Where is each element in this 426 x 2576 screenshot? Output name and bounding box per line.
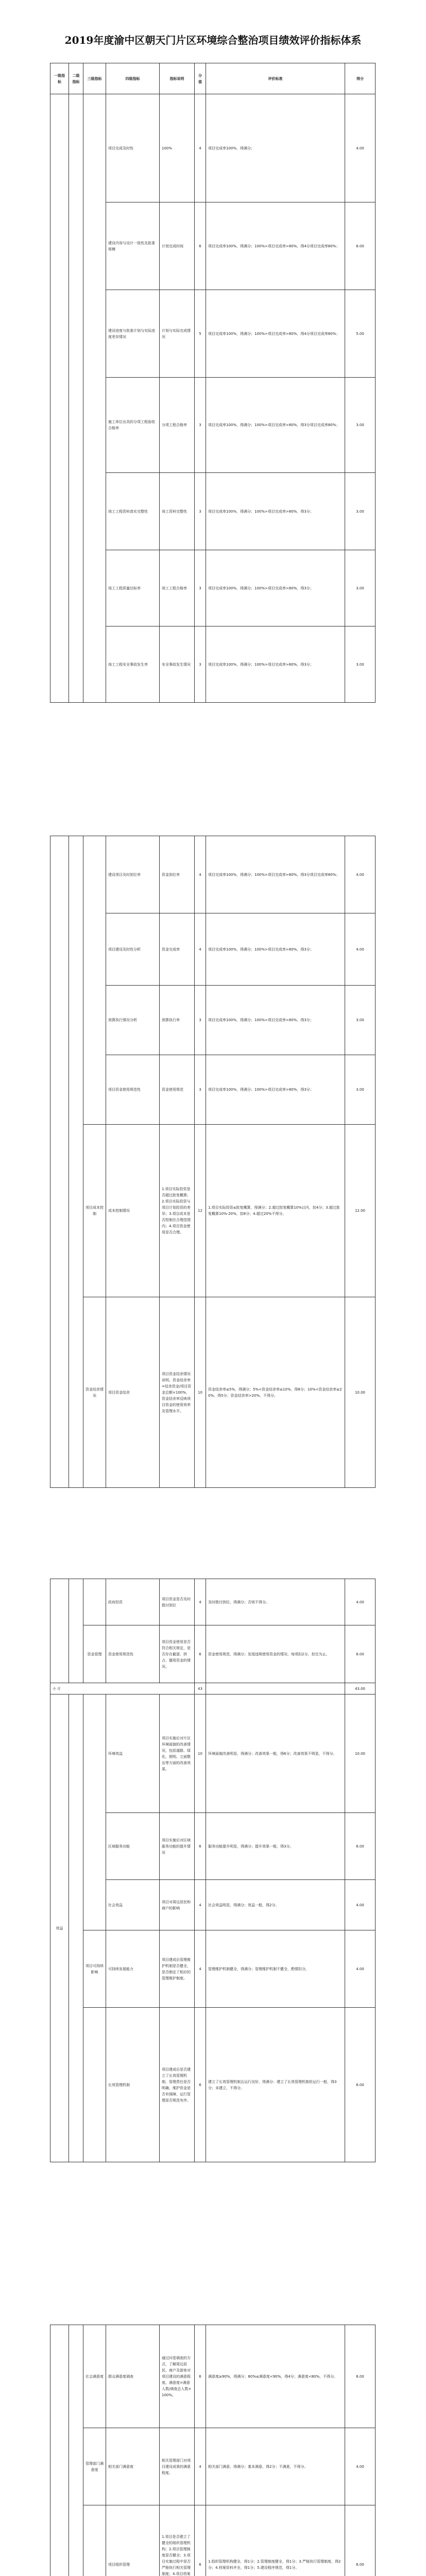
indicator-standard: 项目完成率100%，得满分；100%>项目完成率>80%，得3分项目完成率80%； <box>206 836 345 913</box>
indicator-score: 6 <box>195 2325 206 2428</box>
indicator-description: 相关管理部门对项目建设成果的满意程度。 <box>160 2428 195 2505</box>
indicator-name: 相关部门满意度 <box>106 2428 160 2505</box>
indicator-table-page-4 <box>50 2325 376 2576</box>
indicator-score: 3 <box>195 378 206 473</box>
indicator-standard: 相关部门满意，得满分；基本满意，得2分；不满意，不得分。 <box>206 2428 345 2505</box>
indicator-points: 4.00 <box>345 836 376 913</box>
table-row <box>50 1579 376 1625</box>
indicator-score: 6 <box>195 1813 206 1880</box>
indicator-description: 100% <box>160 94 195 202</box>
indicator-score: 6 <box>195 202 206 290</box>
indicator-name: 资金使用规范性 <box>106 1625 160 1683</box>
indicator-name: 项目资金使用规范性 <box>106 1055 160 1125</box>
level-2-cell <box>69 1579 83 1683</box>
level-3-cell: 资金管理 <box>83 1625 106 1683</box>
indicator-description: 安全事故发生情况 <box>160 626 195 703</box>
level-3-cell <box>83 2505 106 2576</box>
indicator-name: 竣工工程质量达标率 <box>106 550 160 626</box>
level-3-cell <box>83 2008 106 2162</box>
indicator-name: 环境效益 <box>106 1694 160 1813</box>
indicator-name: 区域服务功能 <box>106 1813 160 1880</box>
indicator-standard: 资金使用规范，得满分；发现违规使用资金的情况，每项扣2分，扣完为止。 <box>206 1625 345 1683</box>
indicator-description: 通过问卷调查的方式，了解周边居民、商户及游客对项目建设的满意程度。满意度=满意人数/调查总人数×100%。 <box>160 2325 195 2428</box>
indicator-name: 项目资金结余 <box>106 1297 160 1488</box>
indicator-standard: 环境面貌改善明显，得满分；改善效果一般，得6分；改善效果不明显，不得分。 <box>206 1694 345 1813</box>
header-score: 分值 <box>195 63 206 94</box>
indicator-standard: 项目完成率100%，得满分；100%>项目完成率>80%，得4分项目完成率80%； <box>206 290 345 378</box>
indicator-score: 5 <box>195 290 206 378</box>
indicator-points: 3.00 <box>345 626 376 703</box>
indicator-description: 资金到位率 <box>160 836 195 913</box>
level-2-cell <box>69 2325 83 2576</box>
indicator-points: 10.00 <box>345 1694 376 1813</box>
indicator-description: 项目资金是否及时拨付到位 <box>160 1579 195 1625</box>
indicator-description: 1.项目是否建立了健全的组织管理机构；2.项目管理制度是否健全；3.项目实施过程中是否严格执行相关管理制度；4.项目档案 <box>160 2505 195 2576</box>
indicator-points: 6.00 <box>345 1813 376 1880</box>
indicator-points: 5.00 <box>345 290 376 378</box>
indicator-score: 3 <box>195 1055 206 1125</box>
indicator-name: 施工单位出具的分项工程验收合格率 <box>106 378 160 473</box>
table-row <box>50 836 376 913</box>
table-row <box>50 2428 376 2505</box>
subtotal-points: 43.00 <box>345 1683 376 1694</box>
subtotal-standard <box>206 1683 345 1694</box>
indicator-standard: 项目完成率100%，得满分；100%>项目完成率>80%，得3分； <box>206 913 345 986</box>
indicator-points: 4.00 <box>345 1880 376 1930</box>
indicator-score: 3 <box>195 473 206 550</box>
table-row <box>50 2505 376 2576</box>
level-3-cell: 管理部门满意度 <box>83 2428 106 2505</box>
indicator-name: 竣工工程资料真实完整性 <box>106 473 160 550</box>
indicator-score: 4 <box>195 94 206 202</box>
table-row <box>50 1930 376 2008</box>
indicator-score: 6 <box>195 2008 206 2162</box>
indicator-standard: 项目完成率100%，得满分； <box>206 94 345 202</box>
indicator-points: 3.00 <box>345 378 376 473</box>
indicator-standard: 项目完成率100%，得满分；100%>项目完成率>80%，得3分项目完成率80%； <box>206 378 345 473</box>
indicator-score: 12 <box>195 1125 206 1297</box>
level-3-cell: 项目成本控制 <box>83 1125 106 1297</box>
table-row <box>50 2008 376 2162</box>
level-1-cell <box>50 1579 69 1683</box>
indicator-score: 6 <box>195 1625 206 1683</box>
indicator-score: 4 <box>195 2428 206 2505</box>
indicator-points: 6.00 <box>345 202 376 290</box>
table-row <box>50 1625 376 1683</box>
indicator-score: 4 <box>195 1930 206 2008</box>
indicator-score: 4 <box>195 913 206 986</box>
indicator-standard: 服务功能提升明显，得满分；提升效果一般，得3分。 <box>206 1813 345 1880</box>
indicator-points: 10.00 <box>345 1297 376 1488</box>
indicator-name: 成本控制情况 <box>106 1125 160 1297</box>
indicator-description: 计划完成时间 <box>160 202 195 290</box>
indicator-score: 10 <box>195 1297 206 1488</box>
level-3-cell <box>83 1694 106 1930</box>
indicator-name: 项目组织管理 <box>106 2505 160 2576</box>
indicator-name: 社会效益 <box>106 1880 160 1930</box>
indicator-description: 项目建成后是否建立了长效管理机制，管理责任是否明确，维护资金是否有保障，运行管理是否规范有序。 <box>160 2008 195 2162</box>
level-1-efficiency: 效益 <box>50 1694 69 2162</box>
indicator-name: 建设项目及时到位率 <box>106 836 160 913</box>
subtotal-score: 43 <box>195 1683 206 1694</box>
indicator-score: 4 <box>195 1880 206 1930</box>
indicator-points: 6.00 <box>345 2505 376 2576</box>
indicator-name: 预算执行情况分析 <box>106 986 160 1055</box>
level-3-cell <box>83 1579 106 1625</box>
level-2-cell <box>69 1694 83 2162</box>
indicator-table-page-1 <box>50 63 376 703</box>
indicator-score: 3 <box>195 626 206 703</box>
level-1-cell <box>50 2325 69 2576</box>
table-row <box>50 1683 376 1694</box>
indicator-score: 4 <box>195 1579 206 1625</box>
indicator-description: 预算执行率 <box>160 986 195 1055</box>
indicator-points: 3.00 <box>345 473 376 550</box>
indicator-description: 资金使用规范 <box>160 1055 195 1125</box>
indicator-standard: 项目完成率100%，得满分；100%>项目完成率>80%，得4分项目完成率80%； <box>206 202 345 290</box>
table-row <box>50 1694 376 1813</box>
indicator-name: 建设内容与设计一致性及批准规模 <box>106 202 160 290</box>
indicator-standard: 1.项目实际投资≤批复概算，得满分；2.超过批复概算10%以内，扣4分；3.超过批复概算10%-20%，扣8分；4.超过20%不得分。 <box>206 1125 345 1297</box>
indicator-description: 竣工资料完整性 <box>160 473 195 550</box>
indicator-standard: 1.组织管理机构健全，得1分；2.管理制度健全，得1分；3.严格执行管理制度，得2分；4.档案资料齐全，得1分；5.建设程序规范，得1分。 <box>206 2505 345 2576</box>
indicator-standard: 资金结余率≤5%，得满分；5%<资金结余率≤10%，得8分；10%<资金结余率≤20%，得5分；资金结余率>20%，不得分。 <box>206 1297 345 1488</box>
indicator-description: 项目对周边居民和商户的影响 <box>160 1880 195 1930</box>
indicator-points: 4.00 <box>345 913 376 986</box>
indicator-points: 4.00 <box>345 1579 376 1625</box>
level-2-cell <box>69 836 83 1488</box>
indicator-name: 建设进度与批准计划与实际进度差异情况 <box>106 290 160 378</box>
indicator-name: 政府投资 <box>106 1579 160 1625</box>
indicator-description: 计划与实际完成情况 <box>160 290 195 378</box>
indicator-name: 可持续发展能力 <box>106 1930 160 2008</box>
indicator-points: 6.00 <box>345 1625 376 1683</box>
indicator-table-page-2 <box>50 836 376 1488</box>
indicator-standard: 项目完成率100%，得满分；100%>项目完成率>80%，得3分； <box>206 1055 345 1125</box>
indicator-points: 4.00 <box>345 1930 376 2008</box>
table-row <box>50 1125 376 1297</box>
indicator-standard: 管理维护机制健全，得满分；管理维护机制不健全，酌情扣分。 <box>206 1930 345 2008</box>
header-points: 得分 <box>345 63 376 94</box>
indicator-name: 项目建设及时性分析 <box>106 913 160 986</box>
level-3-cell <box>83 94 106 703</box>
indicator-standard: 项目完成率100%，得满分；100%>项目完成率>80%，得3分； <box>206 473 345 550</box>
header-level-3: 三级指标 <box>83 63 106 94</box>
indicator-description: 项目建成后管理维护机制是否健全，是否制定了相应的管理维护制度。 <box>160 1930 195 2008</box>
indicator-score: 3 <box>195 550 206 626</box>
table-row <box>50 1297 376 1488</box>
indicator-points: 3.00 <box>345 550 376 626</box>
indicator-score: 4 <box>195 836 206 913</box>
indicator-name: 长效管理机制 <box>106 2008 160 2162</box>
indicator-description: 项目实施后对片区环境面貌的改善情况，包括道路、绿化、照明、立面整治等方面的改善效果。 <box>160 1694 195 1813</box>
header-description: 指标说明 <box>160 63 195 94</box>
level-3-cell <box>83 836 106 1125</box>
indicator-description: 项目资金结余情况说明。资金结余率=结余资金/项目资金总额×100%，资金结余率反映项目资金的使用效率及管理水平。 <box>160 1297 195 1488</box>
indicator-description: 项目实施后对区域服务功能的提升情况 <box>160 1813 195 1880</box>
indicator-standard: 建立了长效管理机制且运行良好，得满分；建立了长效管理机制但运行一般，得3分；未建立，不得分。 <box>206 2008 345 2162</box>
indicator-score: 6 <box>195 2505 206 2576</box>
indicator-points: 4.00 <box>345 94 376 202</box>
indicator-standard: 社会效益明显，得满分；效益一般，得2分。 <box>206 1880 345 1930</box>
indicator-points: 6.00 <box>345 2325 376 2428</box>
level-1-cell <box>50 836 69 1488</box>
level-3-cell: 社会满意度 <box>83 2325 106 2428</box>
level-1-cell <box>50 94 69 703</box>
indicator-name: 项目完成及时性 <box>106 94 160 202</box>
indicator-standard: 及时拨付到位，得满分；否则不得分。 <box>206 1579 345 1625</box>
header-level-2: 二级指标 <box>69 63 83 94</box>
indicator-points: 6.00 <box>345 2008 376 2162</box>
indicator-name: 群众满意度调查 <box>106 2325 160 2428</box>
table-row <box>50 94 376 202</box>
indicator-points: 3.00 <box>345 986 376 1055</box>
level-3-cell: 项目可持续影响 <box>83 1930 106 2008</box>
level-2-cell <box>69 94 83 703</box>
header-standard: 评价标准 <box>206 63 345 94</box>
indicator-description: 竣工工程合格率 <box>160 550 195 626</box>
indicator-standard: 满意度≥90%，得满分；80%≤满意度<90%，得4分；满意度<80%，不得分。 <box>206 2325 345 2428</box>
indicator-points: 3.00 <box>345 1055 376 1125</box>
indicator-score: 10 <box>195 1694 206 1813</box>
indicator-standard: 项目完成率100%，得满分；100%>项目完成率>80%，得3分； <box>206 986 345 1055</box>
indicator-description: 分项工程合格率 <box>160 378 195 473</box>
indicator-points: 12.00 <box>345 1125 376 1297</box>
indicator-table-page-3 <box>50 1579 376 2162</box>
page-title: 2019年度渝中区朝天门片区环境综合整治项目绩效评价指标体系 <box>64 34 362 46</box>
header-level-4: 四级指标 <box>106 63 160 94</box>
indicator-standard: 项目完成率100%，得满分；100%>项目完成率>80%，得3分； <box>206 550 345 626</box>
header-level-1: 一级指标 <box>50 63 69 94</box>
indicator-description: 项目资金使用是否符合相关规定，是否存在截留、挤占、挪用资金的情况。 <box>160 1625 195 1683</box>
subtotal-label: 小 计 <box>50 1683 195 1694</box>
table-row <box>50 2325 376 2428</box>
indicator-score: 3 <box>195 986 206 1055</box>
indicator-points: 4.00 <box>345 2428 376 2505</box>
level-3-cell: 资金结余情况 <box>83 1297 106 1488</box>
indicator-description: 1.项目实际投资是否超过批复概算；2.项目实际投资与项目计划投资的差异；3.项目成本是否控制在合理范围内；4.项目资金使用是否合理。 <box>160 1125 195 1297</box>
indicator-name: 竣工工程安全事故发生率 <box>106 626 160 703</box>
indicator-standard: 项目完成率100%，得满分；100%>项目完成率>80%，得3分； <box>206 626 345 703</box>
indicator-description: 资金完成率 <box>160 913 195 986</box>
